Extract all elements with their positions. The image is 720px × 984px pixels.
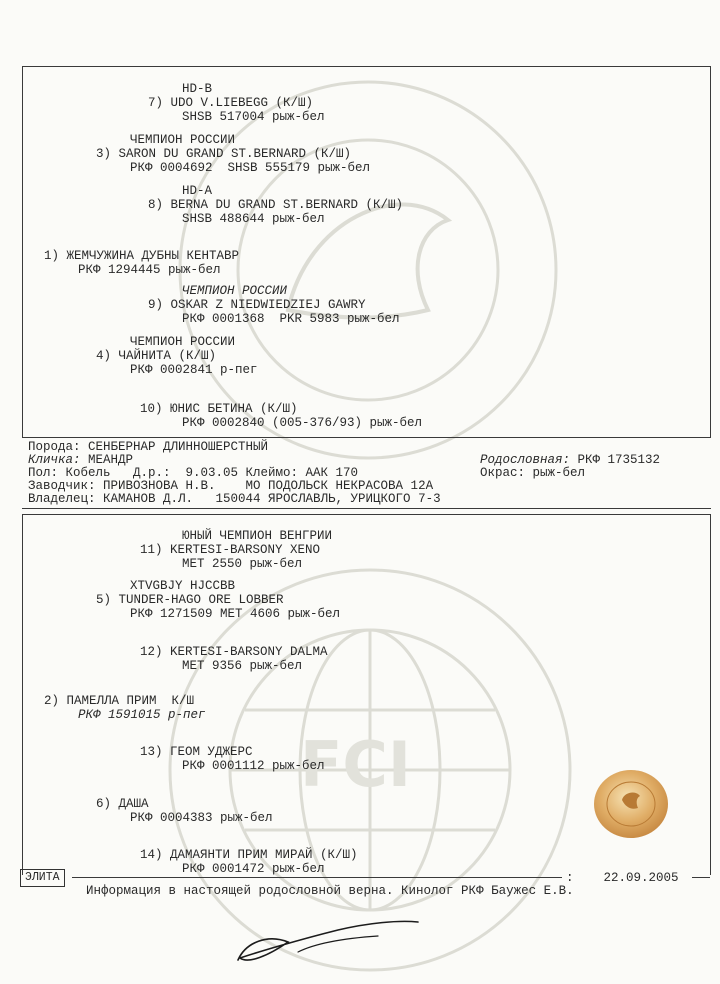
ancestor-3-reg: РКФ 0004692 SHSB 555179 рыж-бел	[130, 161, 371, 175]
ancestor-6-name: 6) ДАША	[96, 797, 149, 811]
footer-rule-right	[692, 877, 710, 878]
ancestor-11-reg: MET 2550 рыж-бел	[182, 557, 303, 571]
info-bottom-divider	[22, 508, 711, 509]
breed-line	[28, 440, 268, 454]
elite-stamp: ЭЛИТА	[20, 869, 65, 887]
name-label: Кличка:	[28, 453, 81, 467]
ancestor-11-title: ЮНЫЙ ЧЕМПИОН ВЕНГРИИ	[182, 529, 333, 543]
ancestor-10-name: 10) ЮНИС БЕТИНА (К/Ш)	[140, 402, 298, 416]
ancestor-6-reg: РКФ 0004383 рыж-бел	[130, 811, 273, 825]
ancestor-4-reg: РКФ 0002841 р-пег	[130, 363, 258, 377]
ancestor-9-title: ЧЕМПИОН РОССИИ	[182, 284, 288, 298]
breed-label: Порода:	[28, 440, 81, 454]
ancestor-5-title: XTVGBJY HJCCBB	[130, 579, 236, 593]
dam-2-name: 2) ПАМЕЛЛА ПРИМ К/Ш	[44, 694, 195, 708]
signature-icon	[228, 912, 428, 972]
footer-rule	[72, 877, 562, 878]
ancestor-8-name: 8) BERNA DU GRAND ST.BERNARD (К/Ш)	[148, 198, 404, 212]
ancestor-13-reg: РКФ 0001112 рыж-бел	[182, 759, 325, 773]
ancestor-11-name: 11) KERTESI-BARSONY XENO	[140, 543, 321, 557]
ancestor-7-reg: SHSB 517004 рыж-бел	[182, 110, 325, 124]
ancestor-13-name: 13) ГЕОМ УДЖЕРС	[140, 745, 253, 759]
owner-line: Владелец: КАМАНОВ Д.Л. 150044 ЯРОСЛАВЛЬ, УРИЦКОГО 7-3	[28, 492, 441, 506]
breed-value: СЕНБЕРНАР ДЛИННОШЕРСТНЫЙ	[88, 440, 269, 454]
ancestor-14-name: 14) ДАМАЯНТИ ПРИМ МИРАЙ (К/Ш)	[140, 848, 358, 862]
name-line	[28, 453, 133, 467]
ancestor-4-name: 4) ЧАЙНИТА (К/Ш)	[96, 349, 217, 363]
sex-dob-brand-line: Пол: Кобель Д.р.: 9.03.05 Клеймо: ААК 170	[28, 466, 359, 480]
breeder-line: Заводчик: ПРИВОЗНОВА Н.В. МО ПОДОЛЬСК НЕКРАСОВА 12А	[28, 479, 434, 493]
ancestor-8-reg: SHSB 488644 рыж-бел	[182, 212, 325, 226]
ancestor-5-reg: РКФ 1271509 MET 4606 рыж-бел	[130, 607, 341, 621]
ancestor-3-name: 3) SARON DU GRAND ST.BERNARD (К/Ш)	[96, 147, 352, 161]
pedigree-label: Родословная:	[480, 453, 571, 467]
pedigree-number-line	[480, 453, 660, 467]
ancestor-9-name: 9) OSKAR Z NIEDWIEDZIEJ GAWRY	[148, 298, 366, 312]
ancestor-14-reg: РКФ 0001472 рыж-бел	[182, 862, 325, 876]
ancestor-7-name: 7) UDO V.LIEBEGG (К/Ш)	[148, 96, 314, 110]
dam-2-reg: РКФ 1591015 р-пег	[78, 708, 206, 722]
fci-center-text: FCI	[300, 728, 411, 801]
issue-date: : 22.09.2005	[566, 871, 679, 885]
name-value: МЕАНДР	[88, 453, 134, 467]
ancestor-3-title: ЧЕМПИОН РОССИИ	[130, 133, 236, 147]
ancestor-5-name: 5) TUNDER-HAGO ORE LOBBER	[96, 593, 284, 607]
ancestor-10-reg: РКФ 0002840 (005-376/93) рыж-бел	[182, 416, 423, 430]
ancestor-9-reg: РКФ 0001368 PKR 5983 рыж-бел	[182, 312, 400, 326]
ancestor-8-title: HD-A	[182, 184, 213, 198]
sire-1-reg: РКФ 1294445 рыж-бел	[78, 263, 221, 277]
sire-1-name: 1) ЖЕМЧУЖИНА ДУБНЫ КЕНТАВР	[44, 249, 240, 263]
color-line: Окрас: рыж-бел	[480, 466, 586, 480]
ancestor-7-title: HD-B	[182, 82, 213, 96]
ancestor-12-reg: MET 9356 рыж-бел	[182, 659, 303, 673]
pedigree-value: РКФ 1735132	[577, 453, 661, 467]
ancestor-12-name: 12) KERTESI-BARSONY DALMA	[140, 645, 328, 659]
certification-line: Информация в настоящей родословной верна. Кинолог РКФ Баужес Е.В.	[86, 884, 574, 898]
ancestor-4-title: ЧЕМПИОН РОССИИ	[130, 335, 236, 349]
